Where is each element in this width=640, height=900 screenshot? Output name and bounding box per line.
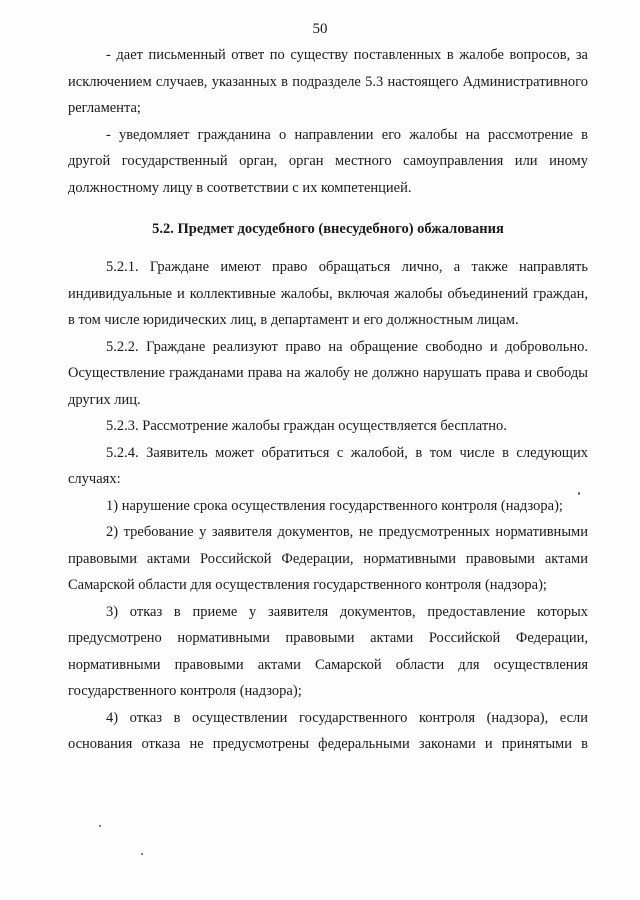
paragraph: 5.2.2. Граждане реализуют право на обращение свободно и добровольно. Осуществление гражданами права на жалобу не должно нарушать права и свободы других лиц.	[68, 338, 588, 408]
section-heading: 5.2. Предмет досудебного (внесудебного) обжалования	[152, 221, 504, 237]
paragraph: - уведомляет гражданина о направлении его жалобы на рассмотрение в другой государственный орган, орган местного самоуправления или иному должностному лицу в соответствии с их компетенцией.	[68, 126, 588, 196]
page-number: 50	[312, 21, 328, 37]
list-item: 4) отказ в осуществлении государственного контроля (надзора), если основания отказа не предусмотрены федеральными законами и принятыми в	[68, 709, 588, 752]
list-item: 3) отказ в приеме у заявителя документов, предоставление которых предусмотрено нормативными правовыми актами Российской Федерации, нормативными правовыми актами Самарской области для осуществления государственного контроля (надзора);	[68, 603, 588, 699]
paragraph: 5.2.4. Заявитель может обратиться с жалобой, в том числе в следующих случаях:	[68, 444, 588, 487]
paragraph: 5.2.1. Граждане имеют право обращаться лично, а также направлять индивидуальные и коллективные жалобы, включая жалобы объединений граждан, в том числе юридических лиц, в департамент и его должностным лицам.	[68, 259, 588, 328]
scan-speck	[141, 853, 143, 855]
list-item: 1) нарушение срока осуществления государственного контроля (надзора);	[106, 497, 563, 514]
document-body	[68, 42, 588, 758]
scan-speck	[578, 492, 580, 495]
list-item: 2) требование у заявителя документов, не предусмотренных нормативными правовыми актами Российской Федерации, нормативными правовыми актами Самарской области для осуществления государственного контроля (надзора);	[68, 524, 588, 593]
paragraph: 5.2.3. Рассмотрение жалобы граждан осуществляется бесплатно.	[106, 418, 507, 434]
scan-speck	[99, 825, 101, 827]
paragraph: - дает письменный ответ по существу поставленных в жалобе вопросов, за исключением случаев, указанных в подразделе 5.3 настоящего Административного регламента;	[68, 47, 588, 116]
